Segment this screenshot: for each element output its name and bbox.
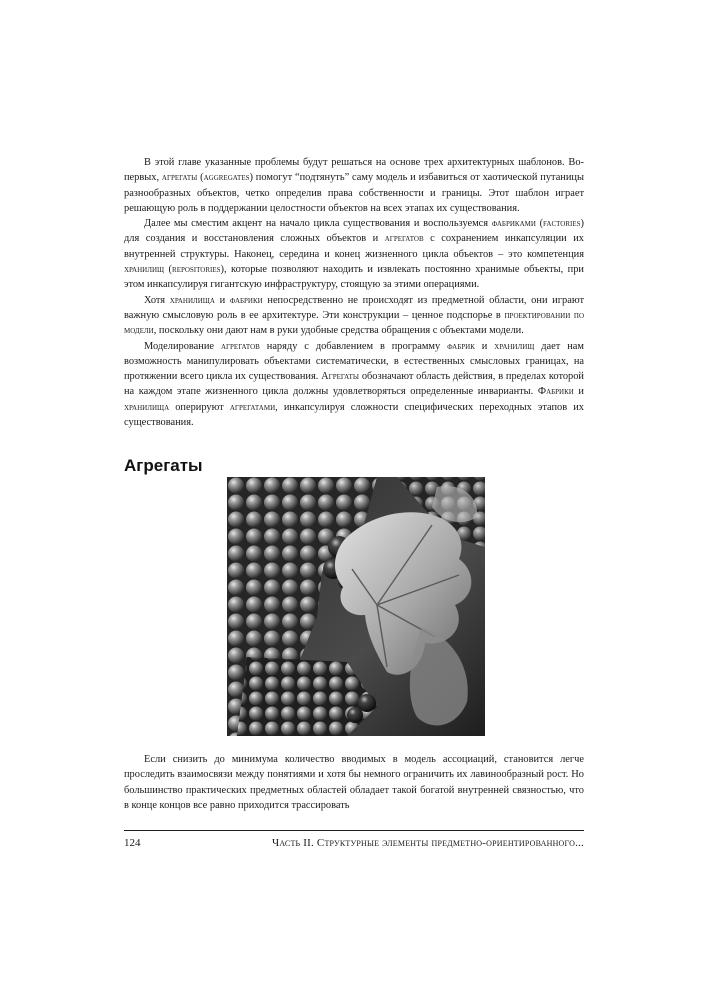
text-run: В этой главе указанные проблемы будут решаться на основе трех архитектурных шаблонов. Во-первых, [124,157,584,184]
term-factories: фабриками (factories) [491,218,584,230]
term-aggregates: агрегатами [229,401,276,413]
paragraph [124,155,584,216]
text-run: непосредственно не происходят из предметной области, они играют важную смысловую роль в ее архитектуре. Эти конструкции – ценное подспорье в [124,294,584,321]
running-title: Часть II. Структурные элементы предметно-ориентированного... [272,837,584,849]
paragraph: Если снизить до минимума количество вводимых в модель ассоциаций, становится легче проследить взаимосвязи между понятиями и хотя бы немного ограничить их лавинообразный рост. Но большинство практических предметных областей обладает такой богатой внутренней связностью, что в конце концов все равно приходится трассировать [124,754,584,811]
text-run: Хотя [144,294,170,306]
term-aggregates: агрегатов [384,233,424,245]
paragraph [124,339,584,431]
text-run: с сохранением инкапсуляции их внутренней структуры. Наконец, середина и конец жизненного цикла объектов – это компетенция [124,233,584,260]
text-run: , поскольку они дают нам в руки удобные средства обращения с объектами модели. [153,325,524,337]
paragraph [124,293,584,339]
text-run: , инкапсулируя сложности специфических переходных этапов их существования. [124,401,584,429]
text-run: , которые позволяют находить и извлекать постоянно хранимые объекты, при этом инкапсулируя гигантскую инфраструктуру, стоящую за этими операциями. [124,264,584,291]
text-run: и [573,386,584,398]
page-footer [124,837,584,849]
text-run: помогут “подтянуть” саму модель и избавиться от хаотической путаницы разнообразных объектов, четко определив права собственности и границы. Этот шаблон играет решающую роль в поддержании целостности объектов на всех этапах их существования. [124,172,584,214]
intro-text [124,155,584,430]
text-run: и [474,340,495,352]
text-run: наряду с добавлением в программу [259,340,448,352]
term-repositories: хранилищ [494,340,535,352]
text-run: Моделирование [144,340,221,352]
term-model-driven-design: проектировании по модели [124,309,584,337]
grape-photo [227,477,485,736]
text-run: оперируют [169,401,230,413]
term-factories: фабрик [447,340,475,352]
text-run: и [214,294,230,306]
text-run: Далее мы сместим акцент на начало цикла существования и воспользуемся [144,218,492,230]
text-run: для создания и восстановления сложных объектов и [124,233,385,245]
after-text [124,752,584,813]
term-aggregates: агрегатов [220,340,260,352]
section-heading: Агрегаты [124,456,203,475]
term-repositories: хранилища [124,401,170,413]
text-run: дает нам возможность манипулировать объектами систематически, в естественных смысловых границах, на протяжении всего цикла их существования. [124,340,584,383]
page-number: 124 [124,837,141,849]
paragraph [124,216,584,292]
term-aggregates: агрегаты (aggregates) [161,172,253,184]
term-repositories: хранилища [169,294,215,306]
term-aggregates: Агрегаты [321,371,359,383]
term-repositories: хранилищ (repositories) [124,264,224,276]
term-factories: Фабрики [537,386,574,398]
footer-rule [124,830,584,831]
text-run: обозначают область действия, в пределах которой на каждом этапе жизненного цикла должны удовлетворяться определенные инварианты. [124,371,584,398]
term-factories: фабрики [229,294,263,306]
